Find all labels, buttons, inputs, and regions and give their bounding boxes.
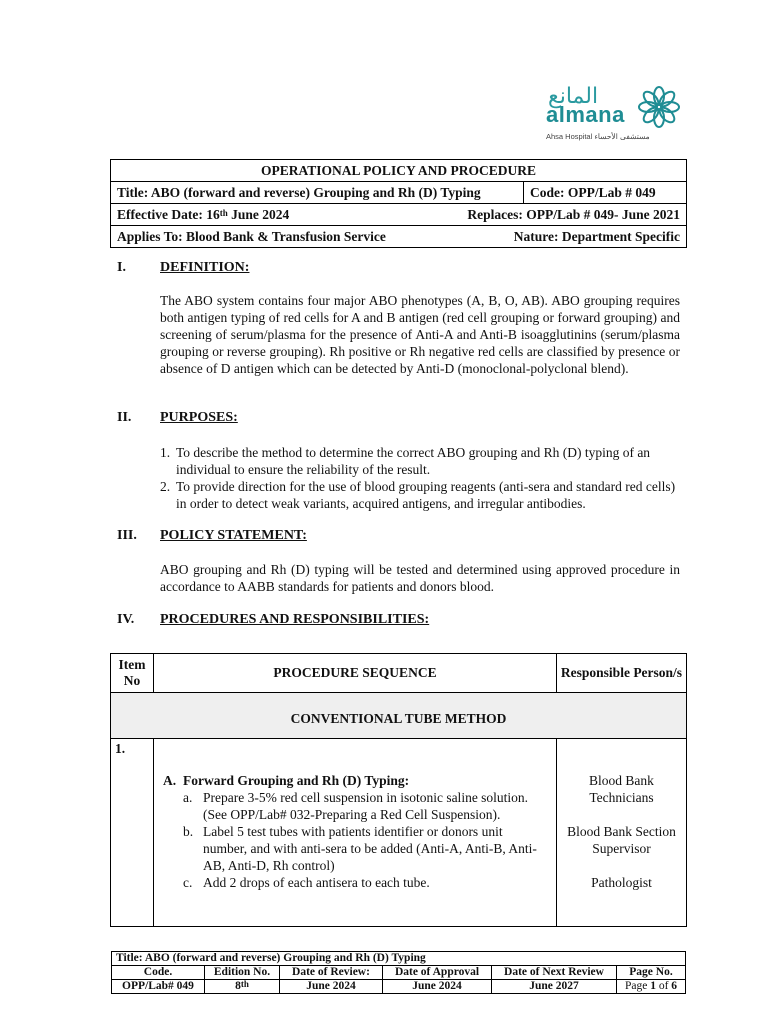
footer-page-number: Page 1 of 6 (617, 980, 686, 994)
nature: Nature: Department Specific (513, 228, 680, 244)
list-item: 2. To provide direction for the use of blood grouping reagents (anti-sera and standard red cells) in order to detect weak variants, acquired antigens, and irregular antibodies. (160, 479, 676, 511)
logo-subtitle: Ahsa Hospital مستشفى الأحساء (546, 132, 650, 141)
footer-header: Page No. (617, 966, 686, 980)
policy-title: Title: ABO (forward and reverse) Grouping and Rh (D) Typing (111, 182, 524, 204)
footer-edition: 8th (205, 980, 280, 994)
procedure-step: c. Add 2 drops of each antisera to each tube. (183, 875, 430, 890)
logo-arabic-text: المانع (548, 84, 599, 109)
policy-code: Code: OPP/Lab # 049 (524, 182, 687, 204)
policy-text: ABO grouping and Rh (D) typing will be tested and determined using approved procedure in accordance to AABB standards for patients and donors blood. (160, 562, 680, 594)
procedure-step: a. Prepare 3-5% red cell suspension in isotonic saline solution. (See OPP/Lab# 032-Preparing a Red Cell Suspension). (183, 790, 529, 822)
footer-header: Date of Approval (383, 966, 492, 980)
responsible-person: Blood Bank Technicians (589, 773, 654, 805)
method-heading: CONVENTIONAL TUBE METHOD (111, 693, 687, 739)
flower-logo-icon (638, 86, 680, 128)
footer-header: Date of Next Review (492, 966, 617, 980)
policy-header-table (110, 159, 687, 248)
purposes-list (160, 444, 682, 512)
procedure-step: b. Label 5 test tubes with patients identifier or donors unit number, and with anti-sera to be added (Anti-A, Anti-B, Anti-AB, Anti-D, Rh control) (183, 824, 537, 873)
footer-title: Title: ABO (forward and reverse) Grouping and Rh (D) Typing (112, 952, 686, 966)
logo-english-text: almana (546, 102, 625, 127)
footer-review-date: June 2024 (280, 980, 383, 994)
col-procedure-sequence: PROCEDURE SEQUENCE (154, 654, 557, 693)
applies-nature-row (111, 226, 687, 248)
footer-header: Date of Review: (280, 966, 383, 980)
list-item: 1. To describe the method to determine the correct ABO grouping and Rh (D) typing of an individual to ensure the reliability of the result. (160, 445, 651, 477)
col-item-no: Item No (111, 654, 154, 693)
footer-approval-date: June 2024 (383, 980, 492, 994)
sub-procedure-title: A. Forward Grouping and Rh (D) Typing: (163, 773, 410, 788)
effective-date: Effective Date: 16th June 2024 (117, 206, 290, 222)
section-definition-heading: I. DEFINITION: (117, 260, 250, 275)
footer-next-review: June 2027 (492, 980, 617, 994)
footer-code: OPP/Lab# 049 (112, 980, 205, 994)
footer-header: Code. (112, 966, 205, 980)
procedure-sequence-cell (154, 739, 557, 927)
replaces: Replaces: OPP/Lab # 049- June 2021 (467, 206, 680, 222)
applies-to: Applies To: Blood Bank & Transfusion Service (117, 228, 386, 244)
document-footer (111, 951, 686, 994)
responsible-person: Pathologist (591, 875, 652, 890)
hospital-logo (540, 84, 690, 148)
responsible-cell (557, 739, 687, 927)
section-procedures-heading: IV. PROCEDURES AND RESPONSIBILITIES: (117, 612, 430, 627)
doc-type: OPERATIONAL POLICY AND PROCEDURE (111, 160, 687, 182)
section-policy-heading: III. POLICY STATEMENT: (117, 528, 307, 543)
footer-header: Edition No. (205, 966, 280, 980)
procedure-table (110, 653, 687, 927)
responsible-person: Blood Bank Section Supervisor (567, 824, 676, 856)
effective-replaces-row (111, 204, 687, 226)
col-responsible: Responsible Person/s (557, 654, 687, 693)
section-purposes-heading: II. PURPOSES: (117, 410, 238, 425)
definition-text: The ABO system contains four major ABO phenotypes (A, B, O, AB). ABO grouping requires both antigen typing of red cells for A and B antigen (red cell grouping or forward grouping) and screening of serum/plasma for the presence of Anti-A and Anti-B isoagglutinins (serum/plasma grouping or reverse grouping). Rh positive or Rh negative red cells are classified by presence or absence of D antigen which can be detected by Anti-D (monoclonal-polyclonal blend). (160, 293, 680, 376)
item-number: 1. (111, 739, 154, 927)
